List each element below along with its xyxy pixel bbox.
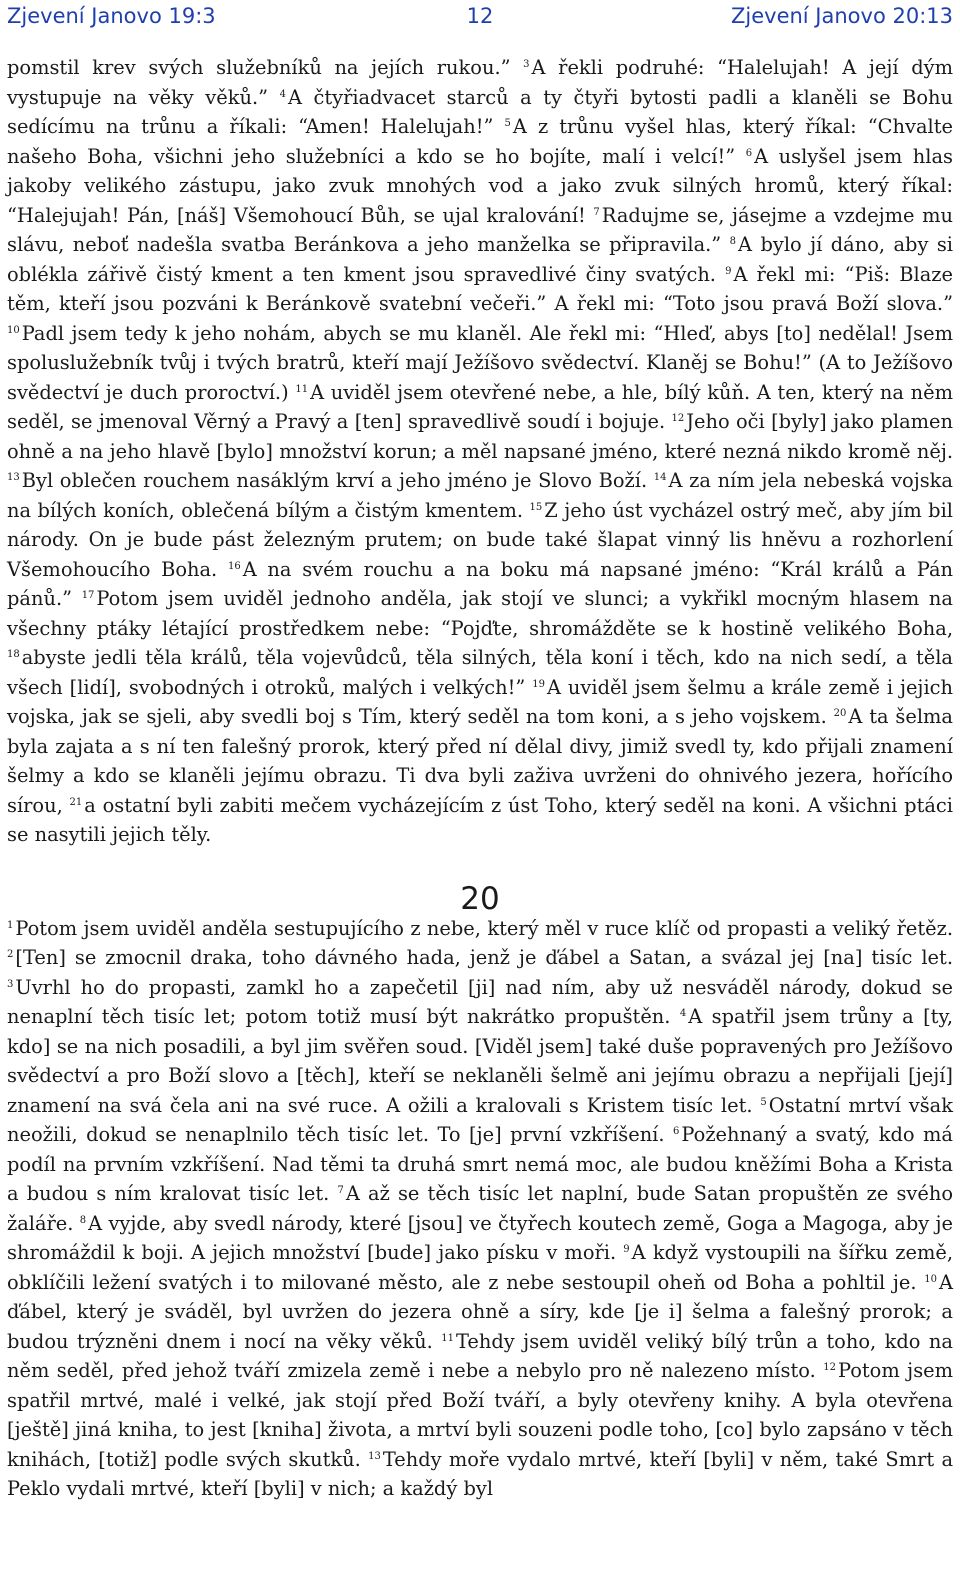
verse-number: 8 [79,1214,87,1226]
verse-text: Potom jsem spatřil mrtvé, malé i velké, jak stojí před Boží tváří, a byly otevřeny knihy. A byla otevřena [ještě] jiná kniha, to jest [kniha] života, a mrtví byli souzeni podle toho, [co] bylo zapsáno v těch knihách, [totiž] podle svých skutků. [7,1359,954,1471]
verse-number: 12 [823,1362,836,1373]
page-number: 12 [466,4,494,28]
verse-text: abyste jedli těla králů, těla vojevůdců, těla silných, těla koní i těch, kdo na nich sedí, a těla všech [lidí], svobodných i otroků, malých i velkých!” [7,646,953,699]
continued-verse-text: pomstil krev svých služebníků na jejích rukou.” [7,56,511,79]
verse-text: Požehnaný a svatý, kdo má podíl na prvním vzkříšení. Nad těmi ta druhá smrt nemá moc, ale budou kněžími Boha a Krista a budou s ním kralovat tisíc let. [7,1123,953,1205]
verse-text: A čtyřiadvacet starců a ty čtyři bytosti padli a klaněli se Bohu sedícímu na trůnu a říkali: “Amen! Halelujah!” [7,85,954,138]
verse-number: 5 [504,118,511,129]
verse-number: 13 [7,472,20,483]
verse-number: 19 [532,678,546,690]
verse-text: A za ním jela nebeská vojska na bílých koních, oblečená bílým a čistým kmentem. [7,469,953,522]
verse-number: 21 [69,796,83,808]
verse-number: 7 [337,1185,344,1196]
verse-text: A až se těch tisíc let naplní, bude Satan propuštěn ze svého žaláře. [7,1182,953,1235]
verse-number: 11 [295,383,309,395]
verse-number: 18 [7,649,20,660]
verse-number: 8 [729,236,737,247]
verse-number: 9 [725,265,732,277]
verse-number: 15 [529,501,543,513]
header-reference-end: Zjevení Janovo 20:13 [731,4,953,28]
verse-text: A uslyšel jsem hlas jakoby velikého zástupu, jako zvuk mnohých vod a jako zvuk silných hromů, který říkal: “Halejujah! Pán, [náš] Všemohoucí Bůh, se ujal kralování! [7,144,953,227]
verse-text: A spatřil jsem trůny a [ty, kdo] se na nich posadili, a byl jim svěřen soud. [Viděl jsem] také duše popravených pro Ježíšovo svědectví a pro Boží slovo a [těch], kteří se neklaněli šelmě ani jejímu obrazu a nepřijali [její] znamení na svá čela ani na své ruce. A ožili a kralovali s Kristem tisíc let. [7,1005,953,1117]
verse-text: Radujme se, jásejme a vzdejme mu slávu, neboť nadešla svatba Beránkova a jeho manželka se připravila.” [7,203,953,256]
verse-text: Ostatní mrtví však neožili, dokud se nenaplnilo těch tisíc let. To [je] první vzkříšení. [7,1093,953,1146]
verse-text: A na svém rouchu a na boku má napsané jméno: “Král králů a Pán pánů.” [7,557,954,610]
verse [7,794,953,847]
verse-number: 14 [653,472,667,483]
verse-text: Potom jsem uviděl anděla sestupujícího z nebe, který měl v ruce klíč od propasti a veliký řetěz. [15,916,953,940]
verse-text: Tehdy jsem uviděl veliký bílý trůn a toho, kdo na něm seděl, před jehož tváří zmizela země i nebe a nebylo pro ně nalezeno místo. [7,1329,953,1382]
verse-text: A uviděl jsem šelmu a krále země i jejich vojska, jak se sjeli, aby svedli boj s Tím, který seděl na tom koni, a s jeho vojskem. [7,675,953,728]
verse-number: 16 [227,560,241,572]
verse-number: 1 [7,919,14,931]
verse-text: [Ten] se zmocnil draka, toho dávného hada, jenž je ďábel a Satan, a svázal jej [na] tisíc let. [15,946,953,969]
verse-text: A ďábel, který je sváděl, byl uvržen do jezera ohně a síry, kde [je i] šelma a falešný prorok; a budou trýzněni dnem i nocí na věky věků. [7,1270,953,1353]
verse-number: 6 [673,1126,680,1137]
verse-text: A vyjde, aby svedl národy, které [jsou] ve čtyřech koutech země, Goga a Magoga, aby je shromáždil k boji. A jejich množství [bude] jako písku v moři. [7,1211,953,1264]
verse-number: 10 [924,1273,937,1285]
verse-number: 10 [7,324,20,336]
chapter-19-text [7,53,953,850]
verse-text: A ta šelma byla zajata a s ní ten falešný prorok, který před ní dělal divy, jimiž svedl ty, kdo přijali znamení šelmy a kdo se klaněli jejímu obrazu. Ti dva byli zaživa uvrženi do ohnivého jezera, hořícího sírou, [7,705,953,817]
verse-number: 6 [745,147,753,159]
verse-text: Tehdy moře vydalo mrtvé, kteří [byli] v něm, také Smrt a Peklo vydali mrtvé, kteří [byli] v nich; a každý byl [7,1447,954,1500]
verse-number: 2 [7,949,14,960]
header-reference-start: Zjevení Janovo 19:3 [7,4,216,28]
verse-text: A bylo jí dáno, aby si oblékla zářivě čistý kment a ten kment jsou spravedlivé činy svatých. [7,233,953,286]
verse [7,917,953,940]
verse-number: 9 [623,1244,630,1255]
verse-text: Padl jsem tedy k jeho nohám, abych se mu klaněl. Ale řekl mi: “Hleď, abys [to] nedělal! Jsem spoluslužebník tvůj i tvých bratrů, kteří mají Ježíšovo svědectví. Klaněj se Bohu!” (A to Ježíšovo svědectví je duch proroctví.) [7,321,953,404]
verse-number: 5 [760,1096,767,1108]
verse-text: Byl oblečen rouchem nasáklým krví a jeho jméno je Slovo Boží. [21,469,648,492]
verse-text: Z jeho úst vycházel ostrý meč, aby jím bil národy. On je bude pást železným prutem; on bude také šlapat vinný lis hněvu a rozhorlení Všemohoucího Boha. [7,498,953,581]
verse-text: Jeho oči [byly] jako plamen ohně a na jeho hlavě [bylo] množství korun; a měl napsané jméno, které nezná nikdo kromě něj. [7,410,953,463]
verse-text: Uvrhl ho do propasti, zamkl ho a zapečetil [ji] nad ním, aby už nesváděl národy, dokud se nenaplní těch tisíc let; potom totiž musí být nakrátko propuštěn. [7,975,953,1028]
verse-text: a ostatní byli zabiti mečem vycházejícím z úst Toho, který seděl na koni. A všichni ptáci se nasytili jejich těly. [7,793,953,846]
verse-text: A z trůnu vyšel hlas, který říkal: “Chvalte našeho Boha, všichni jeho služebníci a kdo se ho bojíte, malí i velcí!” [7,115,953,168]
verse-text: A když vystoupili na šířku země, obklíčili ležení svatých i to milované město, ale z nebe sestoupil oheň od Boha a pohltil je. [7,1241,953,1294]
verse [7,469,647,492]
verse [7,946,953,969]
chapter-20-text [7,914,953,1504]
verse-number: 11 [441,1332,454,1344]
verse-number: 13 [368,1450,381,1462]
verse-text: Potom jsem uviděl jednoho anděla, jak stojí ve slunci; a vykřikl mocným hlasem na všechny ptáky létající prostředkem nebe: “Pojďte, shromážděte se k hostině velikého Boha, [7,587,953,640]
verse-number: 17 [81,590,95,601]
verse-number: 4 [679,1008,687,1019]
verse-number: 12 [671,413,685,424]
verse-text: A řekli podruhé: “Halelujah! A její dým vystupuje na věky věků.” [7,56,954,109]
verse-text: A řekl mi: “Piš: Blaze těm, kteří jsou pozváni k Beránkově svatební večeři.” A řekl mi: “Toto jsou pravá Boží slova.” [7,262,953,315]
verse-number: 20 [833,708,847,719]
verse [7,587,953,640]
verse-text: A uviděl jsem otevřené nebe, a hle, bílý kůň. A ten, který na něm seděl, se jmenoval Věrný a Pravý a [ten] spravedlivě soudí i bojuje. [7,380,953,433]
verse-number: 4 [279,88,286,100]
running-header [7,0,953,36]
verse-number: 3 [7,978,14,990]
verse-number: 7 [593,206,600,218]
chapter-heading: 20 [460,880,500,917]
verse-number: 3 [523,59,530,70]
